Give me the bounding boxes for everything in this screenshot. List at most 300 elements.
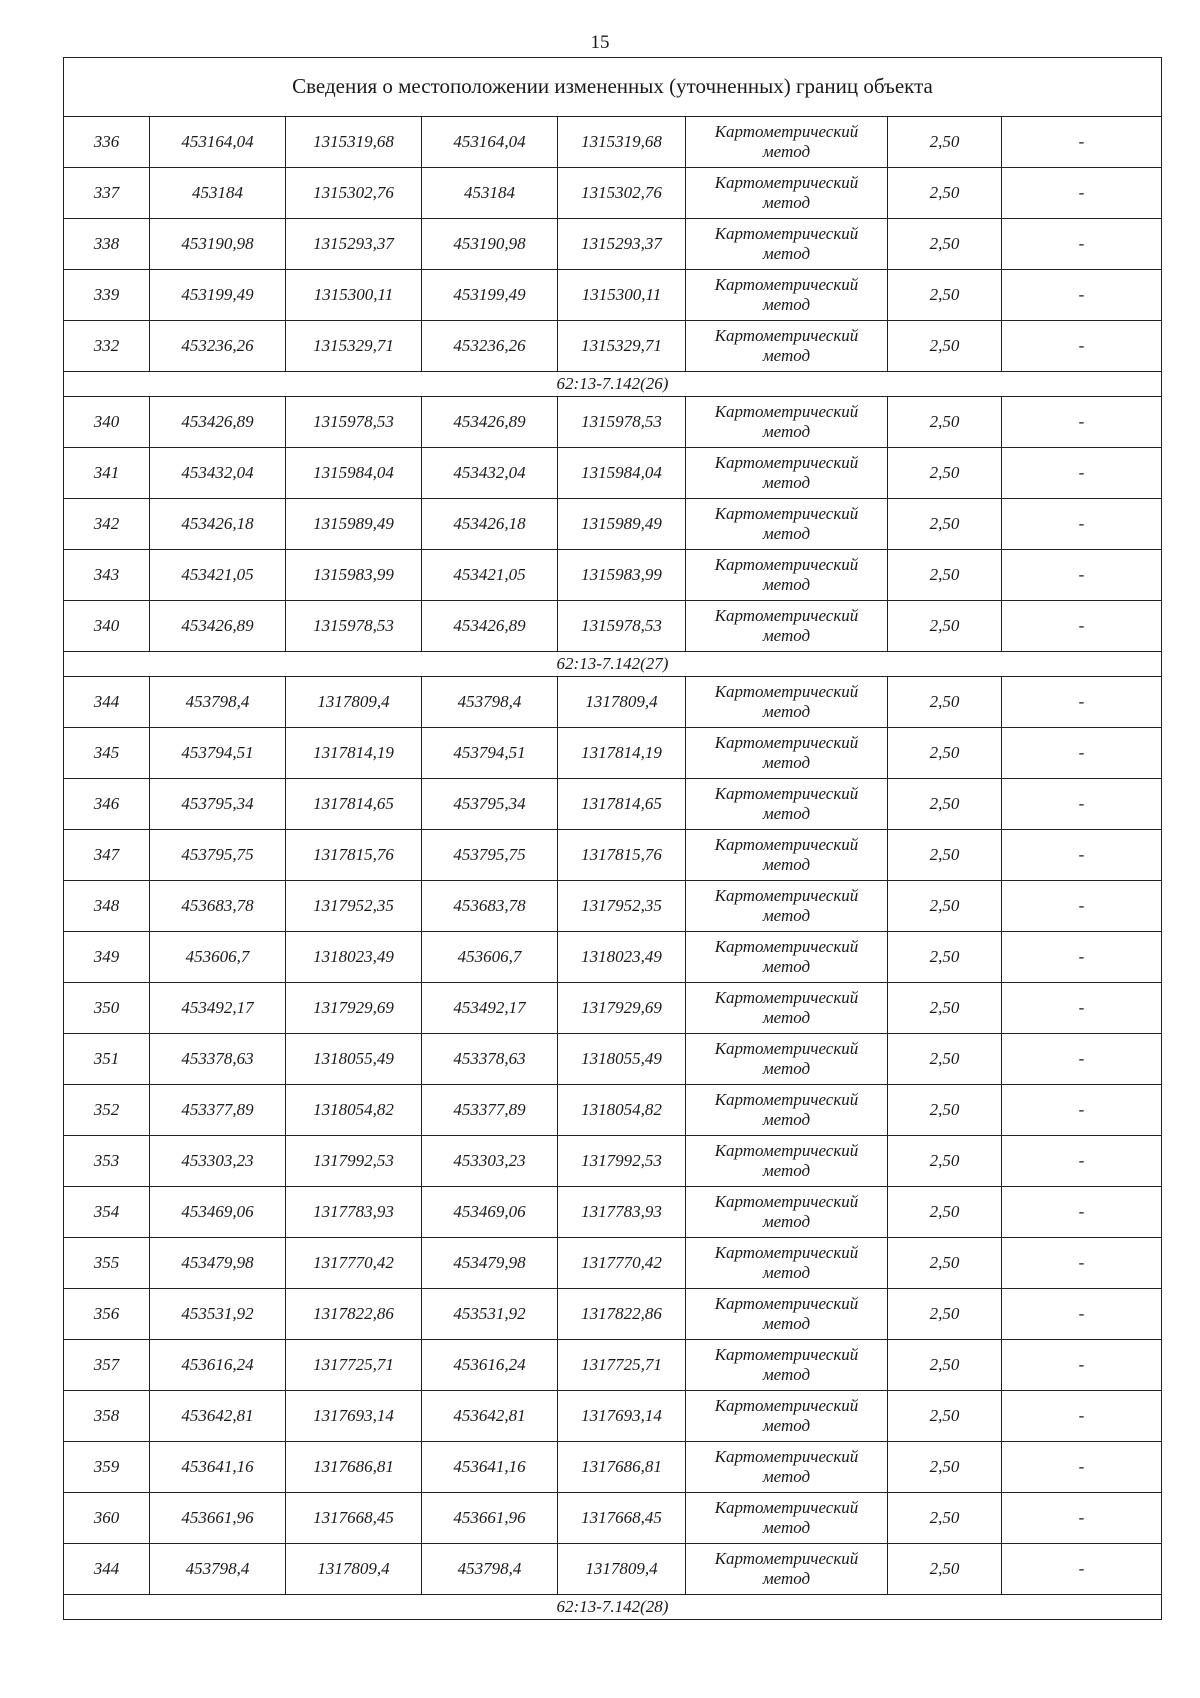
y-existing-cell: 1315329,71 bbox=[286, 321, 422, 372]
x-existing-cell: 453421,05 bbox=[150, 550, 286, 601]
x-refined-cell: 453479,98 bbox=[422, 1238, 558, 1289]
note-cell: - bbox=[1002, 1493, 1162, 1544]
x-refined-cell: 453377,89 bbox=[422, 1085, 558, 1136]
point-number-cell: 348 bbox=[64, 881, 150, 932]
method-cell bbox=[686, 1085, 888, 1136]
point-number-cell: 352 bbox=[64, 1085, 150, 1136]
method-line-2: метод bbox=[762, 244, 811, 263]
y-existing-cell: 1317809,4 bbox=[286, 677, 422, 728]
x-refined-cell: 453303,23 bbox=[422, 1136, 558, 1187]
method-line-2: метод bbox=[762, 1212, 811, 1231]
y-refined-cell: 1317686,81 bbox=[558, 1442, 686, 1493]
method-cell bbox=[686, 1391, 888, 1442]
method-line-1: Картометрический bbox=[714, 122, 859, 142]
x-refined-cell: 453795,75 bbox=[422, 830, 558, 881]
x-existing-cell: 453426,18 bbox=[150, 499, 286, 550]
method-line-2: метод bbox=[762, 855, 811, 874]
y-refined-cell: 1317815,76 bbox=[558, 830, 686, 881]
y-existing-cell: 1317809,4 bbox=[286, 1544, 422, 1595]
note-cell: - bbox=[1002, 168, 1162, 219]
precision-cell: 2,50 bbox=[888, 677, 1002, 728]
method-cell bbox=[686, 321, 888, 372]
method-line-1: Картометрический bbox=[714, 275, 859, 295]
x-refined-cell: 453190,98 bbox=[422, 219, 558, 270]
y-existing-cell: 1317686,81 bbox=[286, 1442, 422, 1493]
x-existing-cell: 453184 bbox=[150, 168, 286, 219]
x-refined-cell: 453798,4 bbox=[422, 677, 558, 728]
x-existing-cell: 453795,34 bbox=[150, 779, 286, 830]
table-row bbox=[64, 321, 1162, 372]
method-cell bbox=[686, 779, 888, 830]
precision-cell: 2,50 bbox=[888, 321, 1002, 372]
table-row bbox=[64, 270, 1162, 321]
method-line-2: метод bbox=[762, 295, 811, 314]
precision-cell: 2,50 bbox=[888, 728, 1002, 779]
y-refined-cell: 1317929,69 bbox=[558, 983, 686, 1034]
method-cell bbox=[686, 1289, 888, 1340]
x-refined-cell: 453426,89 bbox=[422, 601, 558, 652]
note-cell: - bbox=[1002, 677, 1162, 728]
x-existing-cell: 453616,24 bbox=[150, 1340, 286, 1391]
x-refined-cell: 453798,4 bbox=[422, 1544, 558, 1595]
method-cell bbox=[686, 499, 888, 550]
y-refined-cell: 1315293,37 bbox=[558, 219, 686, 270]
method-cell bbox=[686, 219, 888, 270]
table-row bbox=[64, 168, 1162, 219]
point-number-cell: 358 bbox=[64, 1391, 150, 1442]
table-row bbox=[64, 1493, 1162, 1544]
precision-cell: 2,50 bbox=[888, 932, 1002, 983]
section-label-row bbox=[64, 1595, 1162, 1620]
point-number-cell: 332 bbox=[64, 321, 150, 372]
point-number-cell: 350 bbox=[64, 983, 150, 1034]
point-number-cell: 349 bbox=[64, 932, 150, 983]
x-refined-cell: 453492,17 bbox=[422, 983, 558, 1034]
precision-cell: 2,50 bbox=[888, 448, 1002, 499]
method-line-2: метод bbox=[762, 1008, 811, 1027]
method-line-2: метод bbox=[762, 575, 811, 594]
precision-cell: 2,50 bbox=[888, 499, 1002, 550]
table-row bbox=[64, 1034, 1162, 1085]
note-cell: - bbox=[1002, 397, 1162, 448]
method-line-2: метод bbox=[762, 1365, 811, 1384]
y-refined-cell: 1317725,71 bbox=[558, 1340, 686, 1391]
note-cell: - bbox=[1002, 1034, 1162, 1085]
x-existing-cell: 453641,16 bbox=[150, 1442, 286, 1493]
method-cell bbox=[686, 1493, 888, 1544]
y-existing-cell: 1317815,76 bbox=[286, 830, 422, 881]
x-refined-cell: 453164,04 bbox=[422, 117, 558, 168]
y-refined-cell: 1318023,49 bbox=[558, 932, 686, 983]
note-cell: - bbox=[1002, 550, 1162, 601]
y-existing-cell: 1315989,49 bbox=[286, 499, 422, 550]
note-cell: - bbox=[1002, 830, 1162, 881]
table-row bbox=[64, 219, 1162, 270]
table-row bbox=[64, 1442, 1162, 1493]
x-refined-cell: 453426,18 bbox=[422, 499, 558, 550]
note-cell: - bbox=[1002, 728, 1162, 779]
y-refined-cell: 1315989,49 bbox=[558, 499, 686, 550]
point-number-cell: 345 bbox=[64, 728, 150, 779]
x-existing-cell: 453795,75 bbox=[150, 830, 286, 881]
precision-cell: 2,50 bbox=[888, 983, 1002, 1034]
table-row bbox=[64, 448, 1162, 499]
precision-cell: 2,50 bbox=[888, 1034, 1002, 1085]
note-cell: - bbox=[1002, 448, 1162, 499]
method-line-1: Картометрический bbox=[714, 1141, 859, 1161]
y-refined-cell: 1315319,68 bbox=[558, 117, 686, 168]
method-line-1: Картометрический bbox=[714, 1192, 859, 1212]
y-existing-cell: 1317783,93 bbox=[286, 1187, 422, 1238]
method-cell bbox=[686, 983, 888, 1034]
method-line-2: метод bbox=[762, 142, 811, 161]
method-cell bbox=[686, 270, 888, 321]
note-cell: - bbox=[1002, 1442, 1162, 1493]
method-line-1: Картометрический bbox=[714, 504, 859, 524]
method-line-1: Картометрический bbox=[714, 682, 859, 702]
method-line-1: Картометрический bbox=[714, 1294, 859, 1314]
method-line-1: Картометрический bbox=[714, 1039, 859, 1059]
method-line-2: метод bbox=[762, 753, 811, 772]
table-row bbox=[64, 1136, 1162, 1187]
precision-cell: 2,50 bbox=[888, 830, 1002, 881]
y-existing-cell: 1317992,53 bbox=[286, 1136, 422, 1187]
table-title: Сведения о местоположении измененных (уточненных) границ объекта bbox=[64, 58, 1162, 117]
x-existing-cell: 453683,78 bbox=[150, 881, 286, 932]
x-existing-cell: 453661,96 bbox=[150, 1493, 286, 1544]
point-number-cell: 340 bbox=[64, 601, 150, 652]
point-number-cell: 344 bbox=[64, 677, 150, 728]
method-line-1: Картометрический bbox=[714, 555, 859, 575]
y-refined-cell: 1317814,65 bbox=[558, 779, 686, 830]
method-line-1: Картометрический bbox=[714, 1549, 859, 1569]
table-row bbox=[64, 932, 1162, 983]
x-existing-cell: 453377,89 bbox=[150, 1085, 286, 1136]
method-line-1: Картометрический bbox=[714, 1447, 859, 1467]
y-refined-cell: 1315978,53 bbox=[558, 601, 686, 652]
method-cell bbox=[686, 1340, 888, 1391]
y-refined-cell: 1318054,82 bbox=[558, 1085, 686, 1136]
precision-cell: 2,50 bbox=[888, 1289, 1002, 1340]
precision-cell: 2,50 bbox=[888, 550, 1002, 601]
point-number-cell: 354 bbox=[64, 1187, 150, 1238]
y-existing-cell: 1317668,45 bbox=[286, 1493, 422, 1544]
y-refined-cell: 1317952,35 bbox=[558, 881, 686, 932]
note-cell: - bbox=[1002, 1238, 1162, 1289]
y-refined-cell: 1317693,14 bbox=[558, 1391, 686, 1442]
method-line-2: метод bbox=[762, 1518, 811, 1537]
method-line-1: Картометрический bbox=[714, 1345, 859, 1365]
y-existing-cell: 1317814,65 bbox=[286, 779, 422, 830]
precision-cell: 2,50 bbox=[888, 1136, 1002, 1187]
note-cell: - bbox=[1002, 601, 1162, 652]
section-label-row bbox=[64, 652, 1162, 677]
y-refined-cell: 1317809,4 bbox=[558, 677, 686, 728]
x-refined-cell: 453683,78 bbox=[422, 881, 558, 932]
x-existing-cell: 453798,4 bbox=[150, 1544, 286, 1595]
y-refined-cell: 1315984,04 bbox=[558, 448, 686, 499]
note-cell: - bbox=[1002, 1340, 1162, 1391]
note-cell: - bbox=[1002, 499, 1162, 550]
x-refined-cell: 453795,34 bbox=[422, 779, 558, 830]
method-cell bbox=[686, 397, 888, 448]
method-line-1: Картометрический bbox=[714, 733, 859, 753]
section-label: 62:13-7.142(26) bbox=[64, 372, 1162, 397]
y-existing-cell: 1318023,49 bbox=[286, 932, 422, 983]
table-row bbox=[64, 1340, 1162, 1391]
table-row bbox=[64, 1544, 1162, 1595]
table-row bbox=[64, 983, 1162, 1034]
point-number-cell: 336 bbox=[64, 117, 150, 168]
method-line-2: метод bbox=[762, 1263, 811, 1282]
table-row bbox=[64, 550, 1162, 601]
method-cell bbox=[686, 677, 888, 728]
method-line-2: метод bbox=[762, 626, 811, 645]
note-cell: - bbox=[1002, 881, 1162, 932]
precision-cell: 2,50 bbox=[888, 1238, 1002, 1289]
y-existing-cell: 1318054,82 bbox=[286, 1085, 422, 1136]
y-refined-cell: 1315978,53 bbox=[558, 397, 686, 448]
x-existing-cell: 453426,89 bbox=[150, 601, 286, 652]
section-label: 62:13-7.142(28) bbox=[64, 1595, 1162, 1620]
precision-cell: 2,50 bbox=[888, 1391, 1002, 1442]
point-number-cell: 337 bbox=[64, 168, 150, 219]
table-row bbox=[64, 779, 1162, 830]
x-existing-cell: 453378,63 bbox=[150, 1034, 286, 1085]
precision-cell: 2,50 bbox=[888, 601, 1002, 652]
x-existing-cell: 453492,17 bbox=[150, 983, 286, 1034]
precision-cell: 2,50 bbox=[888, 219, 1002, 270]
note-cell: - bbox=[1002, 270, 1162, 321]
x-existing-cell: 453798,4 bbox=[150, 677, 286, 728]
y-existing-cell: 1315978,53 bbox=[286, 397, 422, 448]
precision-cell: 2,50 bbox=[888, 1544, 1002, 1595]
table-row bbox=[64, 1085, 1162, 1136]
method-line-1: Картометрический bbox=[714, 326, 859, 346]
note-cell: - bbox=[1002, 1085, 1162, 1136]
method-line-2: метод bbox=[762, 1569, 811, 1588]
method-line-1: Картометрический bbox=[714, 1243, 859, 1263]
method-line-2: метод bbox=[762, 1467, 811, 1486]
section-label-row bbox=[64, 372, 1162, 397]
point-number-cell: 353 bbox=[64, 1136, 150, 1187]
y-refined-cell: 1317814,19 bbox=[558, 728, 686, 779]
method-cell bbox=[686, 932, 888, 983]
method-line-2: метод bbox=[762, 346, 811, 365]
method-line-2: метод bbox=[762, 422, 811, 441]
method-cell bbox=[686, 1187, 888, 1238]
method-line-1: Картометрический bbox=[714, 784, 859, 804]
page-number: 15 bbox=[590, 32, 610, 53]
method-line-2: метод bbox=[762, 1161, 811, 1180]
y-existing-cell: 1315293,37 bbox=[286, 219, 422, 270]
method-line-1: Картометрический bbox=[714, 988, 859, 1008]
x-existing-cell: 453794,51 bbox=[150, 728, 286, 779]
table-title-row bbox=[64, 58, 1162, 117]
precision-cell: 2,50 bbox=[888, 1187, 1002, 1238]
x-refined-cell: 453616,24 bbox=[422, 1340, 558, 1391]
method-line-2: метод bbox=[762, 702, 811, 721]
method-cell bbox=[686, 830, 888, 881]
method-line-1: Картометрический bbox=[714, 835, 859, 855]
y-refined-cell: 1315302,76 bbox=[558, 168, 686, 219]
method-line-2: метод bbox=[762, 193, 811, 212]
y-refined-cell: 1317668,45 bbox=[558, 1493, 686, 1544]
method-line-2: метод bbox=[762, 804, 811, 823]
method-cell bbox=[686, 550, 888, 601]
method-line-2: метод bbox=[762, 524, 811, 543]
x-existing-cell: 453642,81 bbox=[150, 1391, 286, 1442]
method-line-1: Картометрический bbox=[714, 173, 859, 193]
y-existing-cell: 1317814,19 bbox=[286, 728, 422, 779]
precision-cell: 2,50 bbox=[888, 1442, 1002, 1493]
boundary-coordinates-table bbox=[63, 57, 1162, 1620]
note-cell: - bbox=[1002, 321, 1162, 372]
note-cell: - bbox=[1002, 1136, 1162, 1187]
x-existing-cell: 453303,23 bbox=[150, 1136, 286, 1187]
y-existing-cell: 1317952,35 bbox=[286, 881, 422, 932]
method-line-1: Картометрический bbox=[714, 402, 859, 422]
precision-cell: 2,50 bbox=[888, 270, 1002, 321]
y-refined-cell: 1317783,93 bbox=[558, 1187, 686, 1238]
y-refined-cell: 1315983,99 bbox=[558, 550, 686, 601]
y-existing-cell: 1315302,76 bbox=[286, 168, 422, 219]
x-existing-cell: 453469,06 bbox=[150, 1187, 286, 1238]
x-refined-cell: 453794,51 bbox=[422, 728, 558, 779]
point-number-cell: 355 bbox=[64, 1238, 150, 1289]
x-refined-cell: 453199,49 bbox=[422, 270, 558, 321]
method-cell bbox=[686, 168, 888, 219]
table-row bbox=[64, 677, 1162, 728]
y-existing-cell: 1317822,86 bbox=[286, 1289, 422, 1340]
note-cell: - bbox=[1002, 219, 1162, 270]
y-refined-cell: 1317770,42 bbox=[558, 1238, 686, 1289]
x-refined-cell: 453642,81 bbox=[422, 1391, 558, 1442]
method-line-2: метод bbox=[762, 473, 811, 492]
method-line-2: метод bbox=[762, 906, 811, 925]
method-cell bbox=[686, 1034, 888, 1085]
y-refined-cell: 1317992,53 bbox=[558, 1136, 686, 1187]
table-row bbox=[64, 830, 1162, 881]
method-line-1: Картометрический bbox=[714, 224, 859, 244]
point-number-cell: 357 bbox=[64, 1340, 150, 1391]
note-cell: - bbox=[1002, 1187, 1162, 1238]
method-line-1: Картометрический bbox=[714, 886, 859, 906]
table-row bbox=[64, 728, 1162, 779]
y-existing-cell: 1317693,14 bbox=[286, 1391, 422, 1442]
point-number-cell: 356 bbox=[64, 1289, 150, 1340]
y-refined-cell: 1315300,11 bbox=[558, 270, 686, 321]
table-row bbox=[64, 499, 1162, 550]
point-number-cell: 338 bbox=[64, 219, 150, 270]
method-line-1: Картометрический bbox=[714, 937, 859, 957]
x-existing-cell: 453426,89 bbox=[150, 397, 286, 448]
y-existing-cell: 1315300,11 bbox=[286, 270, 422, 321]
y-refined-cell: 1317809,4 bbox=[558, 1544, 686, 1595]
method-cell bbox=[686, 448, 888, 499]
x-refined-cell: 453469,06 bbox=[422, 1187, 558, 1238]
table-row bbox=[64, 397, 1162, 448]
method-line-2: метод bbox=[762, 1314, 811, 1333]
precision-cell: 2,50 bbox=[888, 1085, 1002, 1136]
y-existing-cell: 1317929,69 bbox=[286, 983, 422, 1034]
table-row bbox=[64, 1238, 1162, 1289]
method-cell bbox=[686, 117, 888, 168]
section-label: 62:13-7.142(27) bbox=[64, 652, 1162, 677]
note-cell: - bbox=[1002, 117, 1162, 168]
y-existing-cell: 1315978,53 bbox=[286, 601, 422, 652]
x-existing-cell: 453164,04 bbox=[150, 117, 286, 168]
x-existing-cell: 453479,98 bbox=[150, 1238, 286, 1289]
method-line-2: метод bbox=[762, 1059, 811, 1078]
point-number-cell: 346 bbox=[64, 779, 150, 830]
note-cell: - bbox=[1002, 1544, 1162, 1595]
y-existing-cell: 1315983,99 bbox=[286, 550, 422, 601]
note-cell: - bbox=[1002, 932, 1162, 983]
y-existing-cell: 1318055,49 bbox=[286, 1034, 422, 1085]
method-line-2: метод bbox=[762, 957, 811, 976]
x-existing-cell: 453432,04 bbox=[150, 448, 286, 499]
precision-cell: 2,50 bbox=[888, 1493, 1002, 1544]
x-refined-cell: 453236,26 bbox=[422, 321, 558, 372]
table-row bbox=[64, 117, 1162, 168]
x-refined-cell: 453661,96 bbox=[422, 1493, 558, 1544]
x-refined-cell: 453378,63 bbox=[422, 1034, 558, 1085]
precision-cell: 2,50 bbox=[888, 881, 1002, 932]
point-number-cell: 340 bbox=[64, 397, 150, 448]
x-existing-cell: 453531,92 bbox=[150, 1289, 286, 1340]
table-row bbox=[64, 881, 1162, 932]
method-line-1: Картометрический bbox=[714, 453, 859, 473]
x-refined-cell: 453426,89 bbox=[422, 397, 558, 448]
note-cell: - bbox=[1002, 1289, 1162, 1340]
point-number-cell: 342 bbox=[64, 499, 150, 550]
note-cell: - bbox=[1002, 1391, 1162, 1442]
point-number-cell: 343 bbox=[64, 550, 150, 601]
x-refined-cell: 453641,16 bbox=[422, 1442, 558, 1493]
x-existing-cell: 453190,98 bbox=[150, 219, 286, 270]
y-refined-cell: 1317822,86 bbox=[558, 1289, 686, 1340]
y-existing-cell: 1315319,68 bbox=[286, 117, 422, 168]
method-cell bbox=[686, 1544, 888, 1595]
point-number-cell: 360 bbox=[64, 1493, 150, 1544]
note-cell: - bbox=[1002, 983, 1162, 1034]
table-row bbox=[64, 601, 1162, 652]
method-line-2: метод bbox=[762, 1416, 811, 1435]
y-existing-cell: 1315984,04 bbox=[286, 448, 422, 499]
point-number-cell: 347 bbox=[64, 830, 150, 881]
method-line-2: метод bbox=[762, 1110, 811, 1129]
method-cell bbox=[686, 1136, 888, 1187]
method-cell bbox=[686, 1238, 888, 1289]
precision-cell: 2,50 bbox=[888, 1340, 1002, 1391]
precision-cell: 2,50 bbox=[888, 117, 1002, 168]
method-cell bbox=[686, 1442, 888, 1493]
method-line-1: Картометрический bbox=[714, 1090, 859, 1110]
precision-cell: 2,50 bbox=[888, 779, 1002, 830]
point-number-cell: 339 bbox=[64, 270, 150, 321]
table-row bbox=[64, 1289, 1162, 1340]
x-refined-cell: 453606,7 bbox=[422, 932, 558, 983]
method-line-1: Картометрический bbox=[714, 606, 859, 626]
point-number-cell: 344 bbox=[64, 1544, 150, 1595]
note-cell: - bbox=[1002, 779, 1162, 830]
y-refined-cell: 1315329,71 bbox=[558, 321, 686, 372]
x-existing-cell: 453606,7 bbox=[150, 932, 286, 983]
x-existing-cell: 453236,26 bbox=[150, 321, 286, 372]
y-refined-cell: 1318055,49 bbox=[558, 1034, 686, 1085]
x-existing-cell: 453199,49 bbox=[150, 270, 286, 321]
